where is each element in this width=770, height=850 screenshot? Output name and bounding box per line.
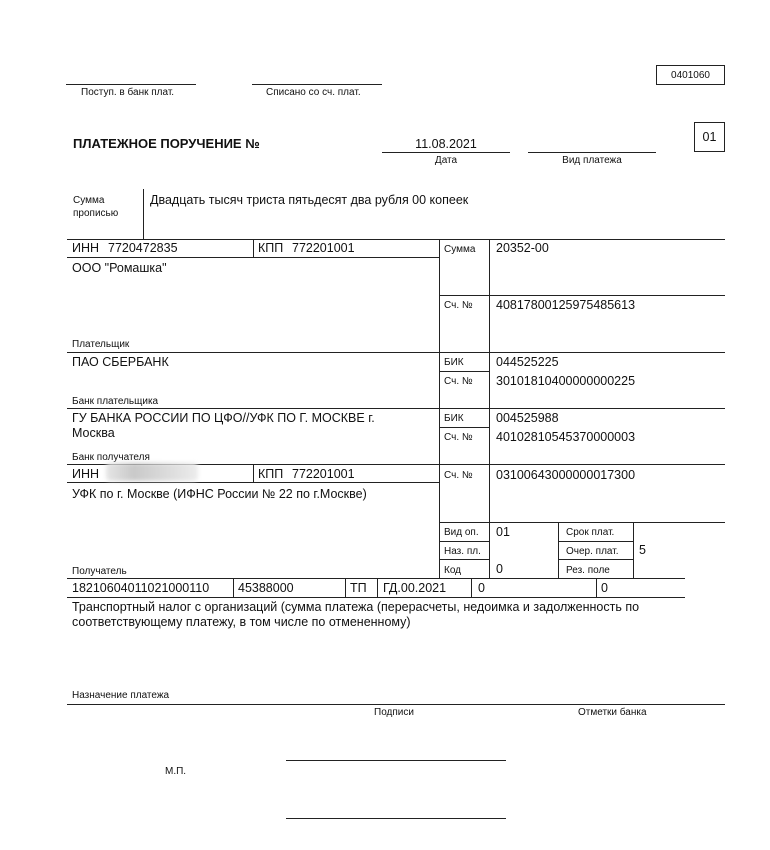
kod-value: 0 xyxy=(496,562,503,576)
purpose-line-1: Транспортный налог с организаций (сумма платежа (перерасчеты, недоимка и задолженность по xyxy=(72,600,640,614)
grid-v-kpp-2 xyxy=(253,464,254,482)
debited-label: Списано со сч. плат. xyxy=(266,87,361,98)
debited-line xyxy=(252,84,382,85)
amount-words-divider xyxy=(143,189,144,239)
purpose-line-2: соответствующему платежу, в том числе по отмененному) xyxy=(72,615,411,629)
grid-line-sum xyxy=(439,295,725,296)
redacted-inn xyxy=(106,463,198,481)
bank-marks-label: Отметки банка xyxy=(578,707,647,718)
grid-line-payer xyxy=(67,352,725,353)
recipient-bank-account: 40102810545370000003 xyxy=(496,430,636,444)
grid-line-inn-2 xyxy=(67,482,439,483)
grid-line-bik-1 xyxy=(439,371,489,372)
grid-line-payer-bank xyxy=(67,408,725,409)
payer-bank-bik-label: БИК xyxy=(444,357,464,368)
recipient-account-label: Сч. № xyxy=(444,470,473,481)
amount-words-label-2: прописью xyxy=(73,208,119,219)
grid-line-account xyxy=(439,522,725,523)
vid-op-label: Вид оп. xyxy=(444,527,479,538)
grid-line-recipient xyxy=(67,578,685,579)
tax-doc-date: 0 xyxy=(601,581,608,595)
form-code: 0401060 xyxy=(671,69,710,81)
recipient-bank-account-label: Сч. № xyxy=(444,432,473,443)
tax-divider-4 xyxy=(471,578,472,597)
recipient-account: 03100643000000017300 xyxy=(496,468,636,482)
received-label: Поступ. в банк плат. xyxy=(81,87,175,98)
tax-divider-5 xyxy=(596,578,597,597)
payer-name: ООО "Ромашка" xyxy=(72,261,167,275)
amount-value: 20352-00 xyxy=(496,241,549,255)
payer-bank-bik: 044525225 xyxy=(496,355,559,369)
srok-label: Срок плат. xyxy=(566,527,615,538)
recipient-bank-label: Банк получателя xyxy=(72,452,150,463)
payer-label: Плательщик xyxy=(72,339,130,350)
grid-line-1 xyxy=(67,239,725,240)
date-label: Дата xyxy=(434,155,458,166)
recipient-bank-bik-label: БИК xyxy=(444,413,464,424)
signature-line-2 xyxy=(286,818,506,819)
recipient-bank-name-1: ГУ БАНКА РОССИИ ПО ЦФО//УФК ПО Г. МОСКВЕ г. xyxy=(72,411,375,425)
purpose-label: Назначение платежа xyxy=(72,690,170,701)
recipient-bank-bik: 004525988 xyxy=(496,411,559,425)
grid-line-bik-2 xyxy=(439,427,489,428)
payer-inn: 7720472835 xyxy=(108,241,178,255)
vid-op-value: 01 xyxy=(496,525,510,539)
received-line xyxy=(66,84,196,85)
form-code-box xyxy=(656,65,725,85)
recipient-kpp: 772201001 xyxy=(292,467,355,481)
document-date: 11.08.2021 xyxy=(415,137,477,151)
payer-inn-label: ИНН xyxy=(72,241,100,255)
recipient-kpp-label: КПП xyxy=(258,467,284,481)
grid-v-op-1 xyxy=(558,522,559,578)
stamp-label: М.П. xyxy=(165,766,187,777)
tax-period: ГД.00.2021 xyxy=(383,581,447,595)
tax-kbk: 18210604011021000110 xyxy=(72,581,210,595)
tax-divider-2 xyxy=(345,578,346,597)
kod-label: Код xyxy=(444,565,462,576)
grid-line-tax xyxy=(67,597,685,598)
grid-v-op-2 xyxy=(633,522,634,578)
grid-line-op-d xyxy=(558,559,633,560)
grid-line-op-a xyxy=(439,541,489,542)
document-title: ПЛАТЕЖНОЕ ПОРУЧЕНИЕ № xyxy=(73,136,260,151)
payer-bank-name: ПАО СБЕРБАНК xyxy=(72,355,169,369)
grid-line-op-c xyxy=(439,559,489,560)
date-line xyxy=(382,152,510,153)
recipient-label: Получатель xyxy=(72,566,127,577)
tax-divider-3 xyxy=(377,578,378,597)
grid-line-op-b xyxy=(558,541,633,542)
amount-label: Сумма xyxy=(444,244,476,255)
payer-bank-label: Банк плательщика xyxy=(72,396,159,407)
naz-pl-label: Наз. пл. xyxy=(444,546,481,557)
amount-words-value: Двадцать тысяч триста пятьдесят два рубля 00 копеек xyxy=(150,193,469,207)
grid-v-kpp-1 xyxy=(253,239,254,257)
payer-account: 40817800125975485613 xyxy=(496,298,636,312)
signatures-label: Подписи xyxy=(374,707,414,718)
payment-type-label: Вид платежа xyxy=(562,155,622,166)
recipient-bank-name-2: Москва xyxy=(72,426,115,440)
status-code: 01 xyxy=(702,130,717,144)
tax-oktmo: 45388000 xyxy=(238,581,294,595)
rez-label: Рез. поле xyxy=(566,565,610,576)
tax-doc-number: 0 xyxy=(478,581,485,595)
ochered-value: 5 xyxy=(639,543,646,557)
grid-line-purpose xyxy=(67,704,725,705)
payer-account-label: Сч. № xyxy=(444,300,473,311)
payer-bank-account: 30101810400000000225 xyxy=(496,374,636,388)
payment-type-line xyxy=(528,152,656,153)
payer-bank-account-label: Сч. № xyxy=(444,376,473,387)
status-code-box xyxy=(694,122,725,152)
tax-divider-1 xyxy=(233,578,234,597)
signature-line-1 xyxy=(286,760,506,761)
ochered-label: Очер. плат. xyxy=(566,546,619,557)
grid-line-inn xyxy=(67,257,439,258)
payer-kpp: 772201001 xyxy=(292,241,355,255)
recipient-name: УФК по г. Москве (ИФНС России № 22 по г.Москве) xyxy=(72,487,367,501)
amount-words-label-1: Сумма xyxy=(73,195,105,206)
payer-kpp-label: КПП xyxy=(258,241,284,255)
tax-basis: ТП xyxy=(350,581,367,595)
recipient-inn-label: ИНН xyxy=(72,467,100,481)
